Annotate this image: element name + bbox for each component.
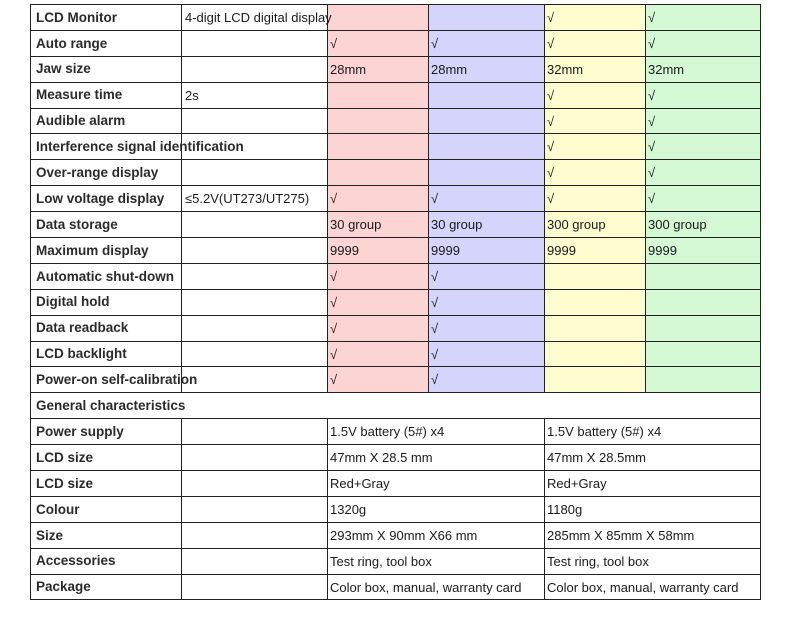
row-note	[182, 289, 328, 315]
model4-cell: √	[646, 186, 761, 212]
model4-cell	[646, 315, 761, 341]
model3-cell: √	[545, 5, 646, 31]
model4-cell	[646, 263, 761, 289]
model3-cell	[545, 315, 646, 341]
model4-cell: √	[646, 134, 761, 160]
model2-cell: √	[429, 315, 545, 341]
table-row	[31, 548, 761, 574]
group-a-cell: 293mm X 90mm X66 mm	[328, 522, 545, 548]
row-note	[182, 5, 332, 31]
row-note	[182, 522, 328, 548]
table-row	[31, 367, 761, 393]
section-heading: General characteristics	[31, 393, 761, 419]
row-label: LCD size	[31, 445, 182, 471]
table-row	[31, 5, 761, 31]
row-note	[182, 419, 328, 445]
model1-cell: 28mm	[328, 56, 429, 82]
model2-cell: √	[429, 30, 545, 56]
row-note	[182, 160, 328, 186]
row-note	[182, 471, 328, 497]
row-label: Accessories	[31, 548, 182, 574]
row-label-text: Automatic shut-down	[36, 268, 174, 284]
row-label: Jaw size	[31, 56, 182, 82]
group-a-cell: 47mm X 28.5 mm	[328, 445, 545, 471]
model1-cell: √	[328, 289, 429, 315]
row-note: ≤5.2V(UT273/UT275)	[182, 186, 328, 212]
table-row	[31, 108, 761, 134]
model2-cell: 28mm	[429, 56, 545, 82]
row-note	[182, 548, 328, 574]
group-a-cell: 1320g	[328, 496, 545, 522]
group-b-cell: 1180g	[545, 496, 761, 522]
model1-cell: √	[328, 315, 429, 341]
section-heading-row	[31, 393, 761, 419]
table-row	[31, 56, 761, 82]
row-label: Colour	[31, 496, 182, 522]
table-row	[31, 160, 761, 186]
row-label: Digital hold	[31, 289, 182, 315]
spec-table	[30, 4, 761, 600]
model3-cell: 300 group	[545, 212, 646, 238]
model2-cell	[429, 134, 545, 160]
table-row	[31, 522, 761, 548]
model4-cell: √	[646, 108, 761, 134]
model2-cell	[429, 108, 545, 134]
table-row	[31, 30, 761, 56]
model4-cell: √	[646, 5, 761, 31]
model4-cell: √	[646, 82, 761, 108]
model4-cell: 32mm	[646, 56, 761, 82]
row-note	[182, 367, 328, 393]
model1-cell: √	[328, 341, 429, 367]
row-note	[182, 263, 328, 289]
group-b-cell: 47mm X 28.5mm	[545, 445, 761, 471]
model2-cell	[429, 160, 545, 186]
model3-cell: √	[545, 82, 646, 108]
row-label: LCD Monitor	[31, 5, 182, 31]
model3-cell	[545, 341, 646, 367]
table-row	[31, 289, 761, 315]
table-row	[31, 471, 761, 497]
row-label: Data readback	[31, 315, 182, 341]
group-a-cell: 1.5V battery (5#) x4	[328, 419, 545, 445]
model3-cell: 32mm	[545, 56, 646, 82]
row-note	[182, 30, 328, 56]
model2-cell: 9999	[429, 238, 545, 264]
model3-cell: √	[545, 108, 646, 134]
model3-cell: √	[545, 160, 646, 186]
group-b-cell: Color box, manual, warranty card	[545, 574, 761, 600]
model2-cell: 30 group	[429, 212, 545, 238]
model4-cell	[646, 367, 761, 393]
row-label-text: Interference signal identification	[36, 139, 244, 155]
model3-cell: √	[545, 186, 646, 212]
row-label: Package	[31, 574, 182, 600]
row-label: Measure time	[31, 82, 182, 108]
row-label: LCD backlight	[31, 341, 182, 367]
model1-cell: √	[328, 186, 429, 212]
row-note	[182, 212, 328, 238]
row-label	[31, 134, 244, 160]
row-label-text: Power-on self-calibration	[36, 372, 198, 388]
row-label	[31, 367, 198, 393]
table-row	[31, 496, 761, 522]
model2-cell: √	[429, 341, 545, 367]
model1-cell	[328, 160, 429, 186]
model1-cell: √	[328, 263, 429, 289]
model1-cell	[328, 108, 429, 134]
model1-cell: 9999	[328, 238, 429, 264]
row-note	[182, 56, 328, 82]
row-label: Maximum display	[31, 238, 182, 264]
model3-cell: 9999	[545, 238, 646, 264]
model4-cell: √	[646, 30, 761, 56]
row-note	[182, 108, 328, 134]
group-b-cell: Red+Gray	[545, 471, 761, 497]
model3-cell: √	[545, 134, 646, 160]
table-row	[31, 419, 761, 445]
model1-cell	[328, 134, 429, 160]
model1-cell	[328, 82, 429, 108]
group-b-cell: Test ring, tool box	[545, 548, 761, 574]
model2-cell	[429, 5, 545, 31]
group-a-cell: Test ring, tool box	[328, 548, 545, 574]
row-label: Audible alarm	[31, 108, 182, 134]
row-label: Data storage	[31, 212, 182, 238]
table-row	[31, 315, 761, 341]
row-label	[31, 263, 182, 289]
row-note	[182, 341, 328, 367]
model4-cell: 300 group	[646, 212, 761, 238]
table-row	[31, 82, 761, 108]
row-label: LCD size	[31, 471, 182, 497]
model2-cell: √	[429, 289, 545, 315]
model4-cell	[646, 341, 761, 367]
model3-cell: √	[545, 30, 646, 56]
model1-cell: √	[328, 367, 429, 393]
model2-cell	[429, 82, 545, 108]
table-row	[31, 134, 761, 160]
model4-cell	[646, 289, 761, 315]
model2-cell: √	[429, 367, 545, 393]
group-a-cell: Color box, manual, warranty card	[328, 574, 545, 600]
row-note-text: 4-digit LCD digital display	[185, 9, 332, 25]
group-b-cell: 1.5V battery (5#) x4	[545, 419, 761, 445]
group-b-cell: 285mm X 85mm X 58mm	[545, 522, 761, 548]
row-label: Size	[31, 522, 182, 548]
model1-cell: √	[328, 30, 429, 56]
model4-cell: √	[646, 160, 761, 186]
row-note: 2s	[182, 82, 328, 108]
table-row	[31, 574, 761, 600]
group-a-cell: Red+Gray	[328, 471, 545, 497]
table-row	[31, 341, 761, 367]
model2-cell: √	[429, 186, 545, 212]
row-label: Low voltage display	[31, 186, 182, 212]
model3-cell	[545, 367, 646, 393]
row-label: Power supply	[31, 419, 182, 445]
table-row	[31, 186, 761, 212]
row-note	[182, 445, 328, 471]
table-row	[31, 212, 761, 238]
model1-cell	[328, 5, 429, 31]
model1-cell: 30 group	[328, 212, 429, 238]
model3-cell	[545, 289, 646, 315]
row-note	[182, 496, 328, 522]
row-label: Over-range display	[31, 160, 182, 186]
model3-cell	[545, 263, 646, 289]
table-row	[31, 263, 761, 289]
model4-cell: 9999	[646, 238, 761, 264]
row-note	[182, 238, 328, 264]
row-note	[182, 315, 328, 341]
model2-cell: √	[429, 263, 545, 289]
row-note	[182, 574, 328, 600]
row-label: Auto range	[31, 30, 182, 56]
table-row	[31, 238, 761, 264]
table-row	[31, 445, 761, 471]
